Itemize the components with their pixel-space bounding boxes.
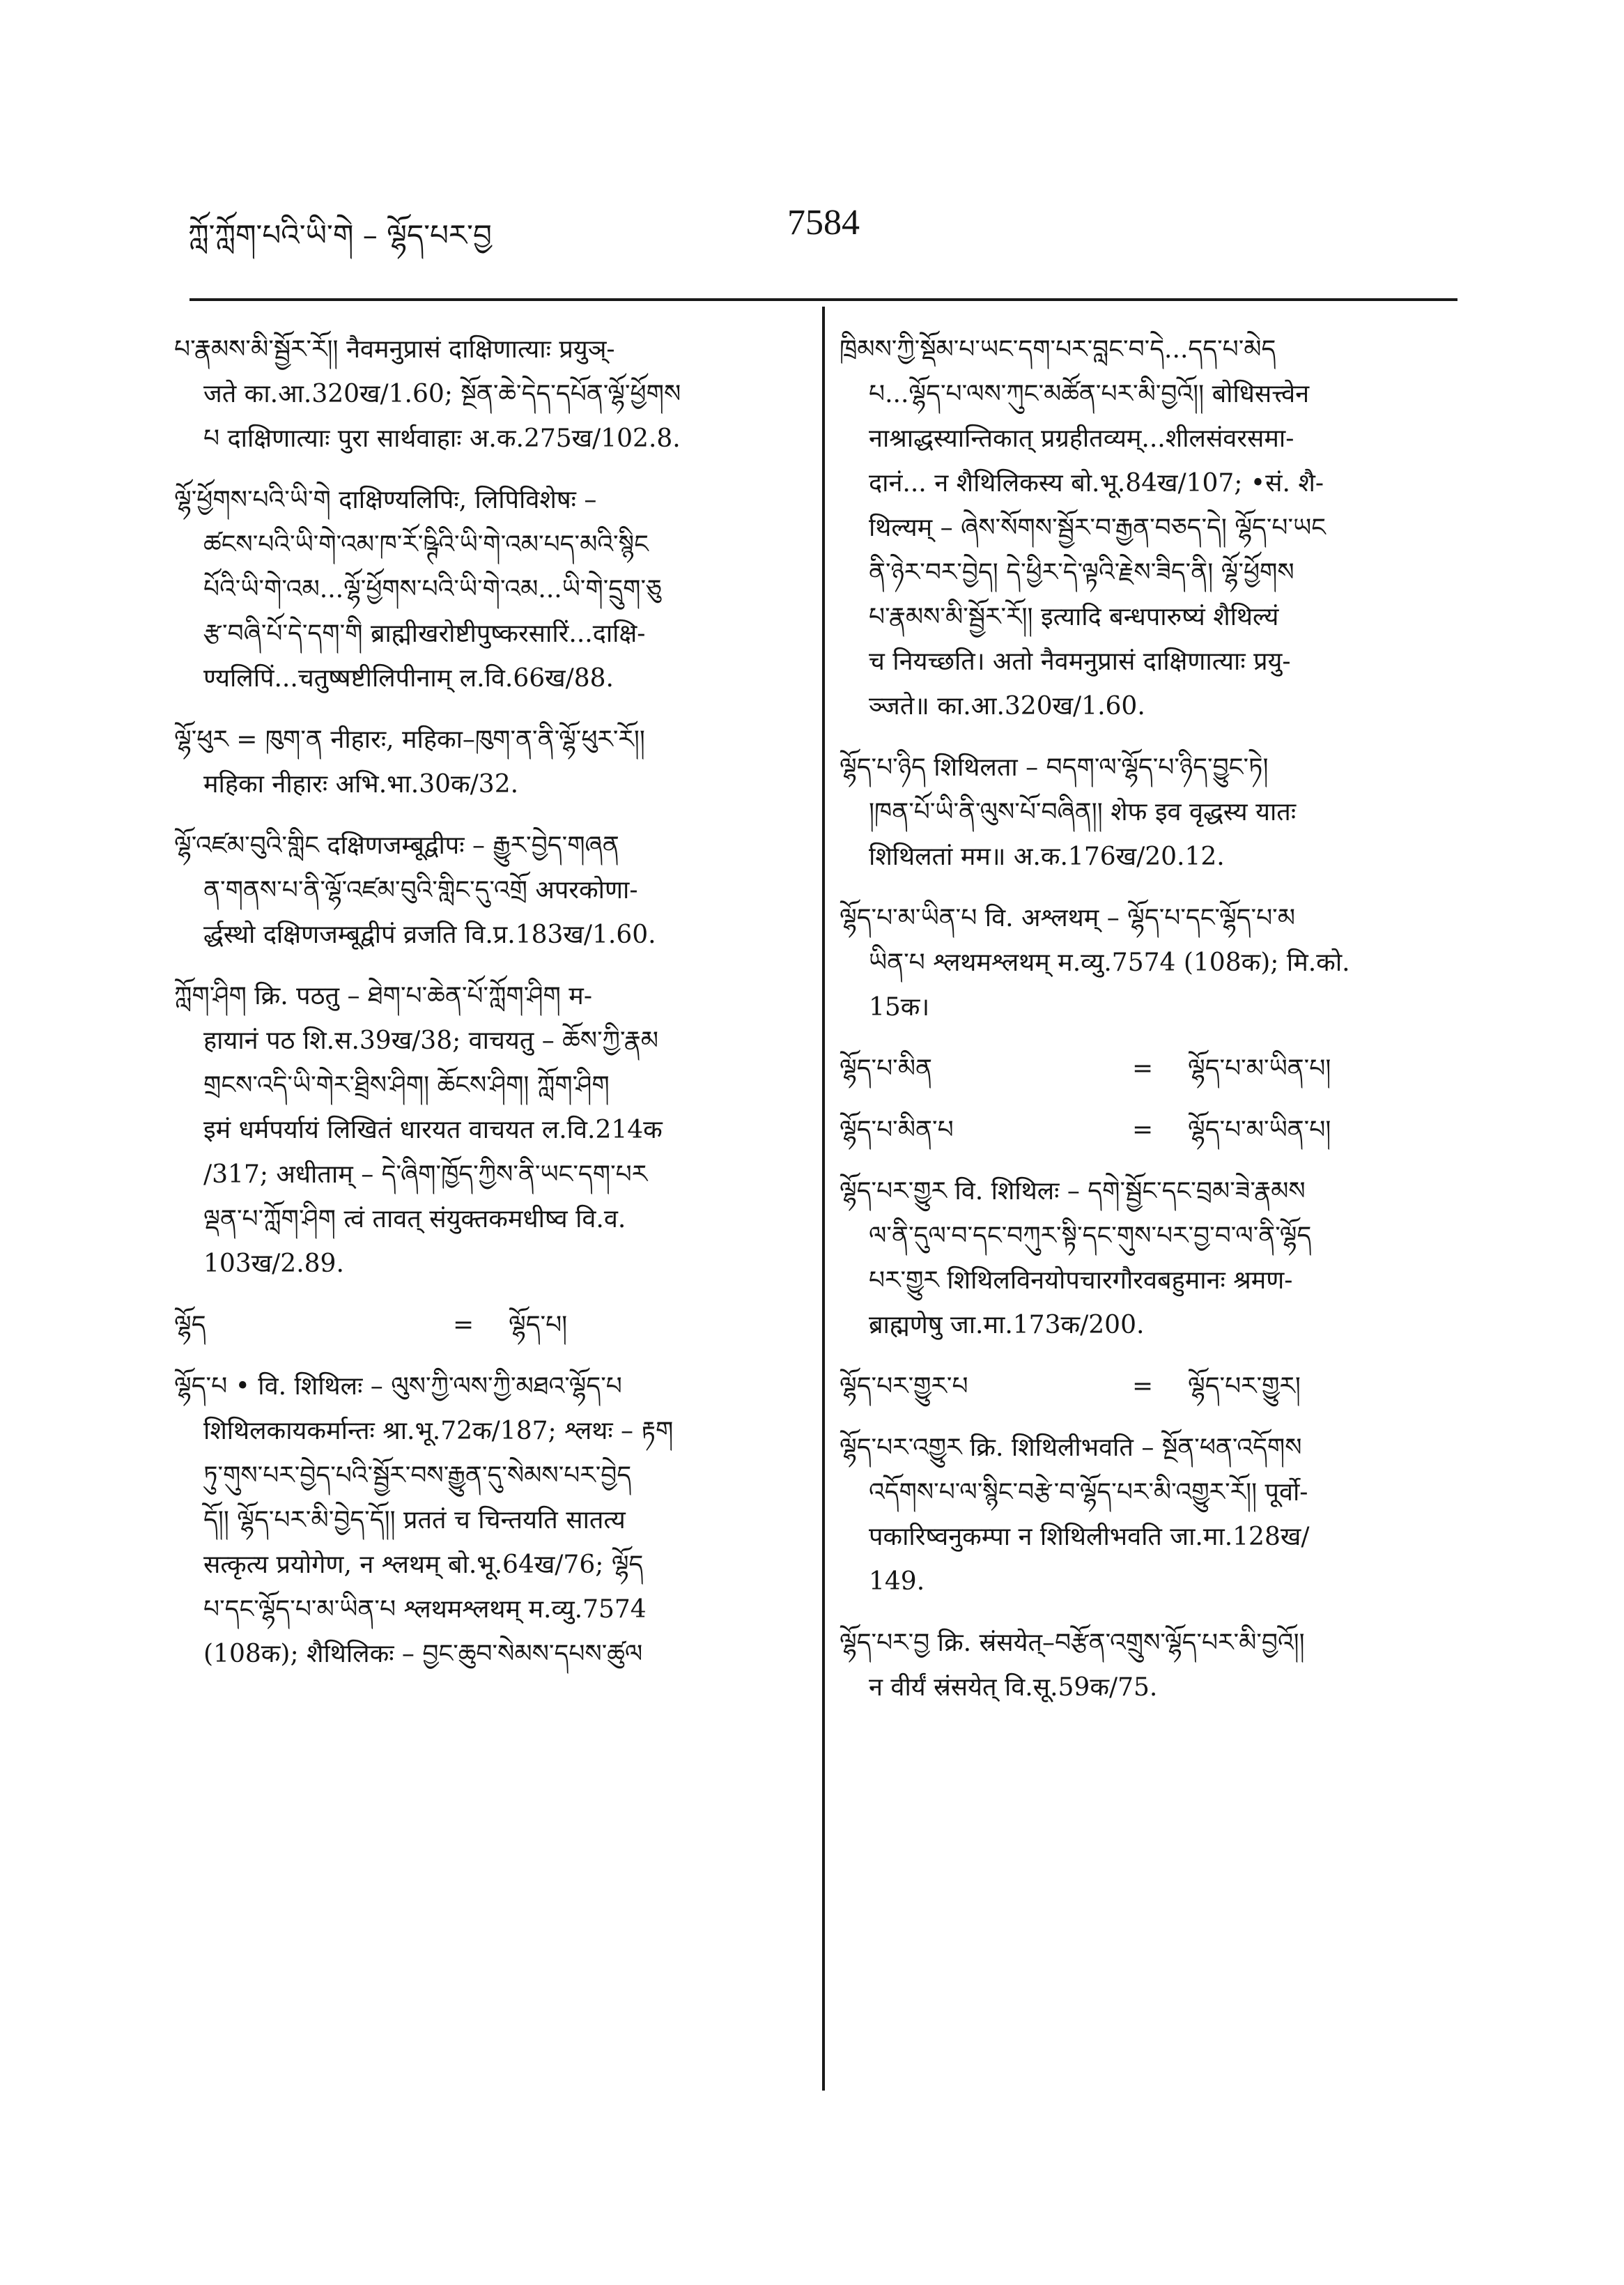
entry-headline: ལྷོད་པར་གྱུར वि. शिथिलः – དགེ་སྦྱོང་དང་བྲམ་ཟེ་རྣམས bbox=[840, 1177, 1306, 1206]
dictionary-entry bbox=[840, 1169, 1453, 1348]
entry-line: ལ་ནི་དུལ་བ་དང་བཀུར་སྟི་དང་གུས་པར་བྱ་བ་ལ་ནི་ལྷོད bbox=[869, 1222, 1312, 1250]
entry-headline: པ་རྣམས་མི་སྦྱོར་རོ།། नैवमनुप्रासं दाक्षिणात्याः प्रयुञ्- bbox=[174, 335, 615, 364]
entry-line: सत्कृत्य प्रयोगेण, न श्लथम् बो.भू.64ख/76; ལྷོད bbox=[203, 1551, 644, 1579]
entry-line: पकारिष्वनुकम्पा न शिथिलीभवति जा.मा.128ख/ bbox=[869, 1523, 1310, 1551]
entry-line: थिल्यम् – ཞེས་སོགས་སྦྱོར་བ་རྒྱན་བཅད་དེ། ལྷོད་པ་ཡང bbox=[869, 514, 1326, 542]
entry-line: /317; अधीताम् – དེ་ཞིག་ཁྱོད་ཀྱིས་ནི་ཡང་དག་པར bbox=[203, 1160, 648, 1189]
dictionary-entry bbox=[840, 896, 1453, 1030]
entry-line: न वीर्यं स्रंसयेत् वि.सू.59क/75. bbox=[869, 1673, 1158, 1702]
entry-line: གྲངས་འདི་ཡི་གེར་ཐྲིས་ཤིག། ཆོངས་ཤིག། ཀློག་ཤིག bbox=[203, 1071, 610, 1100]
cross-reference-target: ལྷོད་པ་མ་ཡིན་པ། bbox=[1188, 1116, 1331, 1144]
entry-line: ཏུ་གུས་པར་བྱེད་པའི་སྦྱོར་བས་རྒྱུན་དུ་སེམས་པར་བྱེད bbox=[203, 1461, 632, 1490]
page-number: 7584 bbox=[787, 203, 860, 243]
entry-line: པོའི་ཡི་གེ་འམ...ལྷོ་ཕྱོགས་པའི་ཡི་གེ་འམ...ཡི་གེ་དྲུག་ཅུ bbox=[203, 575, 662, 603]
right-column bbox=[840, 328, 1453, 1727]
dictionary-entry bbox=[174, 824, 787, 957]
entry-line: ན་གནས་པ་ནི་ལྷོ་འཛམ་བུའི་གླིང་དུ་འགྲོ अपरकोणा- bbox=[203, 876, 638, 905]
entry-line: ण्यलिपिं...चतुष्षष्टीलिपीनाम् ल.वि.66ख/88. bbox=[203, 664, 614, 693]
entry-line: इमं धर्मपर्यायं लिखितं धारयत वाचयत ल.वि.214क bbox=[203, 1116, 663, 1144]
entry-line: ञ्जते॥ का.आ.320ख/1.60. bbox=[869, 692, 1145, 721]
entry-headline: ཀློག་ཤིག क्रि. पठतु – ཐེག་པ་ཆེན་པོ་ཀློག་ཤིག म- bbox=[174, 982, 592, 1010]
headword: ལྷོད་པར་གྱུར་པ bbox=[840, 1372, 968, 1401]
headword: ལྷོད་པ་མིན་པ bbox=[840, 1116, 954, 1144]
entry-line: 149. bbox=[869, 1567, 925, 1596]
entry-line: པ...ལྷོད་པ་ལས་ཀུང་མཚོན་པར་མི་བྱའོ།། बोधिसत्त्वेन bbox=[869, 380, 1310, 408]
entry-headline: ལྷོད་པར་བྱ क्रि. स्रंसयेत्–བརྩོན་འགྲུས་ལྷོད་པར་མི་བྱའོ།། bbox=[840, 1629, 1305, 1657]
entry-headline: ཁྲིམས་ཀྱི་སྡོམ་པ་ཡང་དག་པར་བླང་བ་དེ...དད་པ་མེད bbox=[840, 335, 1276, 364]
dictionary-entry bbox=[840, 1426, 1453, 1604]
entry-line: 15क। bbox=[869, 993, 930, 1022]
entry-line: ནི་ཉེར་བར་བྱེད། དེ་ཕྱིར་དེ་ལྟའི་རྗེས་ཟིད་ནི། ལྷོ་ཕྱོགས bbox=[869, 558, 1294, 587]
entry-line: པ་རྣམས་མི་སྦྱོར་རོ།། इत्यादि बन्धपारुष्यं शैथिल्यं bbox=[869, 603, 1279, 631]
entry-headline: ལྷོ་འཛམ་བུའི་གླིང दक्षिणजम्बूद्वीपः – རྒྱུར་བྱེད་གཞན bbox=[174, 831, 619, 860]
cross-reference-target: ལྷོད་པར་གྱུར། bbox=[1188, 1372, 1301, 1401]
entry-line: दानं... न शैथिलिकस्य बो.भू.84ख/107; •सं. शै- bbox=[869, 469, 1324, 498]
cross-reference-target: ལྷོད་པ་མ་ཡིན་པ། bbox=[1188, 1054, 1331, 1083]
dictionary-entry bbox=[840, 328, 1453, 729]
dictionary-entry bbox=[174, 718, 787, 807]
entry-line: པ་དང་ལྷོད་པ་མ་ཡིན་པ श्लथमश्लथम् म.व्यु.7574 bbox=[203, 1595, 647, 1624]
entry-line: शिथिलतां मम॥ अ.क.176ख/20.12. bbox=[869, 843, 1225, 871]
cross-reference-target: ལྷོད་པ། bbox=[509, 1311, 568, 1339]
entry-line: जते का.आ.320ख/1.60; སྔོན་ཆེ་དེད་དཔོན་ལྷོ་ཕྱོགས bbox=[203, 380, 681, 408]
entry-line: པ दाक्षिणात्याः पुरा सार्थवाहाः अ.क.275ख/102.8. bbox=[203, 424, 681, 453]
headword: ལྷོད་པ་མིན bbox=[840, 1054, 933, 1083]
dictionary-entry bbox=[174, 478, 787, 701]
entry-headline: ལྷོ་ཕྱོགས་པའི་ཡི་གེ दाक्षिण्यलिपिः, लिपिविशेषः – bbox=[174, 486, 597, 514]
equals-sign: = bbox=[1132, 1054, 1154, 1083]
entry-line: च नियच्छति। अतो नैवमनुप्रासं दाक्षिणात्याः प्रयु- bbox=[869, 647, 1291, 676]
entry-headline: ལྷོ་ཕུར = ཁུག་ན नीहारः, महिका–ཁུག་ན་ནི་ལྷོ་ཕུར་རོ།། bbox=[174, 725, 645, 754]
entry-line: ब्राह्मणेषु जा.मा.173क/200. bbox=[869, 1311, 1145, 1339]
entry-line: हायानं पठ शि.स.39ख/38; वाचयतु – ཆོས་ཀྱི་རྣམ bbox=[203, 1026, 659, 1055]
cross-reference-entry bbox=[840, 1047, 1453, 1091]
entry-line: །ཁན་པོ་ཡི་ནི་ལུས་པོ་བཞིན།། शेफ इव वृद्धस्य यातः bbox=[869, 798, 1297, 826]
entry-line: དོ།། ལྷོད་པར་མི་བྱེད་དོ།། प्रततं च चिन्तयति सातत्य bbox=[203, 1506, 626, 1534]
dictionary-entry bbox=[174, 328, 787, 461]
left-column bbox=[174, 328, 787, 1693]
entry-line: འདོགས་པ་ལ་སྙིང་བརྩེ་བ་ལྷོད་པར་མི་འགྱུར་རོ།། पूर्वो- bbox=[869, 1478, 1308, 1507]
dictionary-entry bbox=[840, 746, 1453, 879]
entry-line: (108क); शैथिलिकः – བྱང་ཆུབ་སེམས་དཔས་ཚུལ bbox=[203, 1640, 643, 1668]
dictionary-entry bbox=[174, 1364, 787, 1677]
header-rule bbox=[190, 298, 1457, 301]
entry-headline: ལྷོད་པ་ཉིད शिथिलता – བདག་ལ་ལྷོད་པ་ཉིད་བྱུང་ཏེ། bbox=[840, 753, 1269, 782]
entry-line: ཚངས་པའི་ཡི་གེ་འམ་ཁ་རོ་ཥྚིའི་ཡི་གེ་འམ་པད་མའི་སྙིང bbox=[203, 530, 649, 559]
cross-reference-entry bbox=[840, 1364, 1453, 1409]
dictionary-entry bbox=[174, 974, 787, 1286]
entry-line: ཡིན་པ श्लथमश्लथम् म.व्यु.7574 (108क); मि.को. bbox=[869, 948, 1350, 977]
entry-line: ལྡན་པ་ཀློག་ཤིག त्वं तावत् संयुक्तकमधीष्व वि.व. bbox=[203, 1205, 626, 1233]
cross-reference-entry bbox=[174, 1303, 787, 1348]
column-divider bbox=[822, 307, 825, 2091]
cross-reference-entry bbox=[840, 1108, 1453, 1153]
headword: ལྷོད bbox=[174, 1311, 206, 1339]
entry-line: र्द्धस्थो दक्षिणजम्बूद्वीपं व्रजति वि.प्र.183ख/1.60. bbox=[203, 921, 656, 949]
entry-headline: ལྷོད་པ • वि. शिथिलः – ལུས་ཀྱི་ལས་ཀྱི་མཐའ་ལྷོད་པ bbox=[174, 1372, 622, 1401]
entry-headline: ལྷོད་པ་མ་ཡིན་པ वि. अश्लथम् – ལྷོད་པ་དང་ལྷོད་པ་མ bbox=[840, 904, 1295, 932]
entry-line: नाश्राद्धस्यान्तिकात् प्रग्रहीतव्यम्...शीलसंवरसमा- bbox=[869, 424, 1294, 453]
entry-headline: ལྷོད་པར་འགྱུར क्रि. शिथिलीभवति – སྔོན་ཕན་འདོགས bbox=[840, 1433, 1302, 1462]
running-head: ཀློ་ཀློག་པའི་ཡི་གེ – ལྷོད་པར་བྱ bbox=[188, 218, 492, 252]
dictionary-entry bbox=[840, 1621, 1453, 1710]
entry-line: शिथिलकायकर्मान्तः श्रा.भू.72क/187; श्लथः – རྟག bbox=[203, 1417, 674, 1445]
equals-sign: = bbox=[1132, 1116, 1154, 1144]
equals-sign: = bbox=[453, 1311, 474, 1339]
equals-sign: = bbox=[1132, 1372, 1154, 1401]
entry-line: པར་གྱུར शिथिलविनयोपचारगौरवबहुमानः श्रमण- bbox=[869, 1266, 1293, 1295]
entry-line: རྩ་བཞི་པོ་དེ་དག་གི ब्राह्मीखरोष्टीपुष्करसारिं...दाक्षि- bbox=[203, 620, 646, 648]
entry-line: महिका नीहारः अभि.भा.30क/32. bbox=[203, 770, 519, 799]
entry-line: 103ख/2.89. bbox=[203, 1249, 344, 1278]
